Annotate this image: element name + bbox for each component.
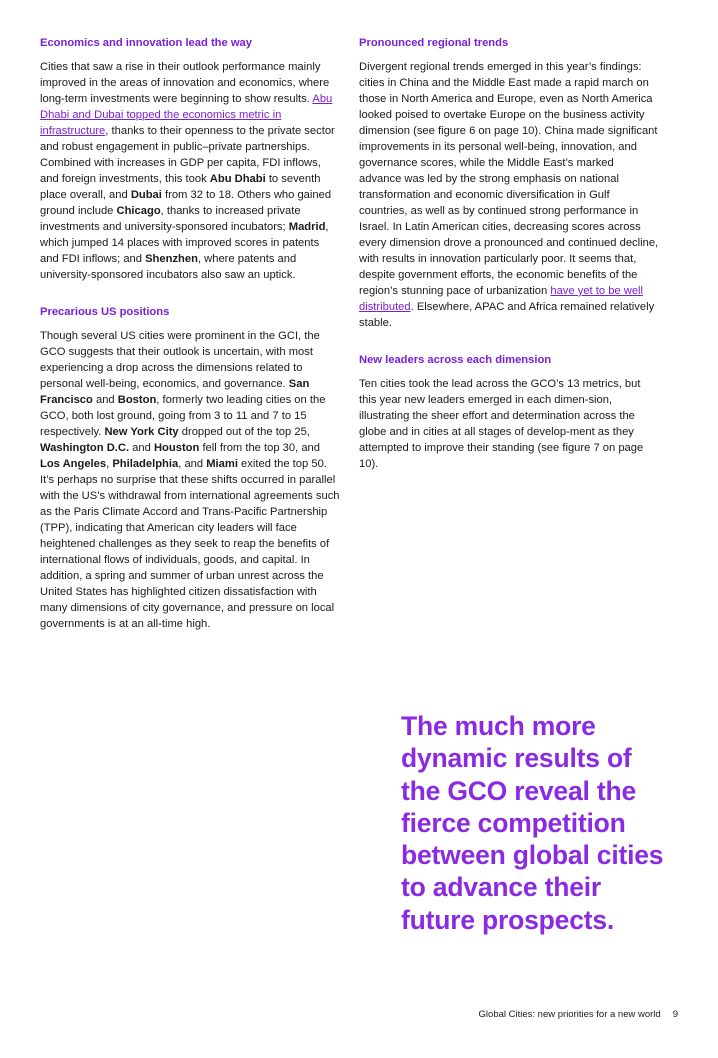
section-heading-economics: Economics and innovation lead the way <box>40 37 252 49</box>
section-heading-us-positions: Precarious US positions <box>40 306 170 318</box>
paragraph-regional-trends: Divergent regional trends emerged in this year’s findings: cities in China and the Middle East made a rapid march on those in North America and Europe, even as North America looked poised to overtake Europe on the business activity dimension (see figure 6 on page 10). China made significant improvements in its personal well-being, innovation, and governance scores, while the Middle East’s marked advance was led by the strong emphasis on national transformation and economic diversification in Gulf countries, as well as by continued strong performance in Israel. In Latin American cities, decreasing scores across every dimension drove a pronounced and continued decline, with results in innovation particularly poor. It seems that, despite government efforts, the economic benefits of the region’s stunning pace of urbanization have yet to be well distributed. Elsewhere, APAC and Africa remained relatively stable. <box>359 61 659 329</box>
footer-title: Global Cities: new priorities for a new world <box>478 1009 661 1020</box>
section-heading-regional-trends: Pronounced regional trends <box>359 37 509 49</box>
section-heading-new-leaders: New leaders across each dimension <box>359 354 552 366</box>
paragraph-economics: Cities that saw a rise in their outlook performance mainly improved in the areas of innovation and economics, where long-term investments were beginning to show results. Abu Dhabi and Dubai topped the economics metric in infrastructure, thanks to their openness to the private sector and robust engagement in public–private partnerships. Combined with increases in GDP per capita, FDI inflows, and foreign investments, this took Abu Dhabi to seventh place overall, and Dubai from 32 to 18. Others who gained ground include Chicago, thanks to increased private investments and university-sponsored incubators; Madrid, which jumped 14 places with improved scores in patents and FDI inflows; and Shenzhen, where patents and university-sponsored incubators also saw an uptick. <box>40 61 335 281</box>
page-footer <box>479 1009 678 1020</box>
link-abu-dhabi-dubai[interactable]: Abu Dhabi and Dubai topped the economics metric in infrastructure <box>40 93 333 137</box>
paragraph-us-positions: Though several US cities were prominent in the GCI, the GCO suggests that their outlook is uncertain, with most experiencing a drop across the dimensions related to personal well-being, economics, and governance. San Francisco and Boston, formerly two leading cities on the GCO, both lost ground, going from 3 to 11 and 7 to 15 respectively. New York City dropped out of the top 25, Washington D.C. and Houston fell from the top 30, and Los Angeles, Philadelphia, and Miami exited the top 50. It’s perhaps no surprise that these shifts occurred in parallel with the US’s withdrawal from international agreements such as the Paris Climate Accord and Trans-Pacific Partnership (TPP), indicating that American city leaders will face heightened challenges as they seek to reap the benefits of international flows of individuals, goods, and capital. In addition, a spring and summer of urban unrest across the United States has highlighted citizen dissatisfaction with many dimensions of city governance, and pressure on local governments is at an all-time high. <box>40 330 340 630</box>
paragraph-new-leaders: Ten cities took the lead across the GCO’s 13 metrics, but this year new leaders emerged in each dimen-sion, illustrating the sheer effort and determination across the globe and in cities at all stages of develop-ment as they attempted to improve their standing (see figure 7 on page 10). <box>359 378 644 470</box>
left-column <box>40 36 340 654</box>
right-column <box>359 36 659 494</box>
pull-quote: The much more dynamic results of the GCO reveal the fierce competition between global cities to advance their future prospects. <box>401 711 664 935</box>
link-well-distributed[interactable]: have yet to be well distributed <box>359 285 644 313</box>
page-number: 9 <box>672 1009 678 1020</box>
